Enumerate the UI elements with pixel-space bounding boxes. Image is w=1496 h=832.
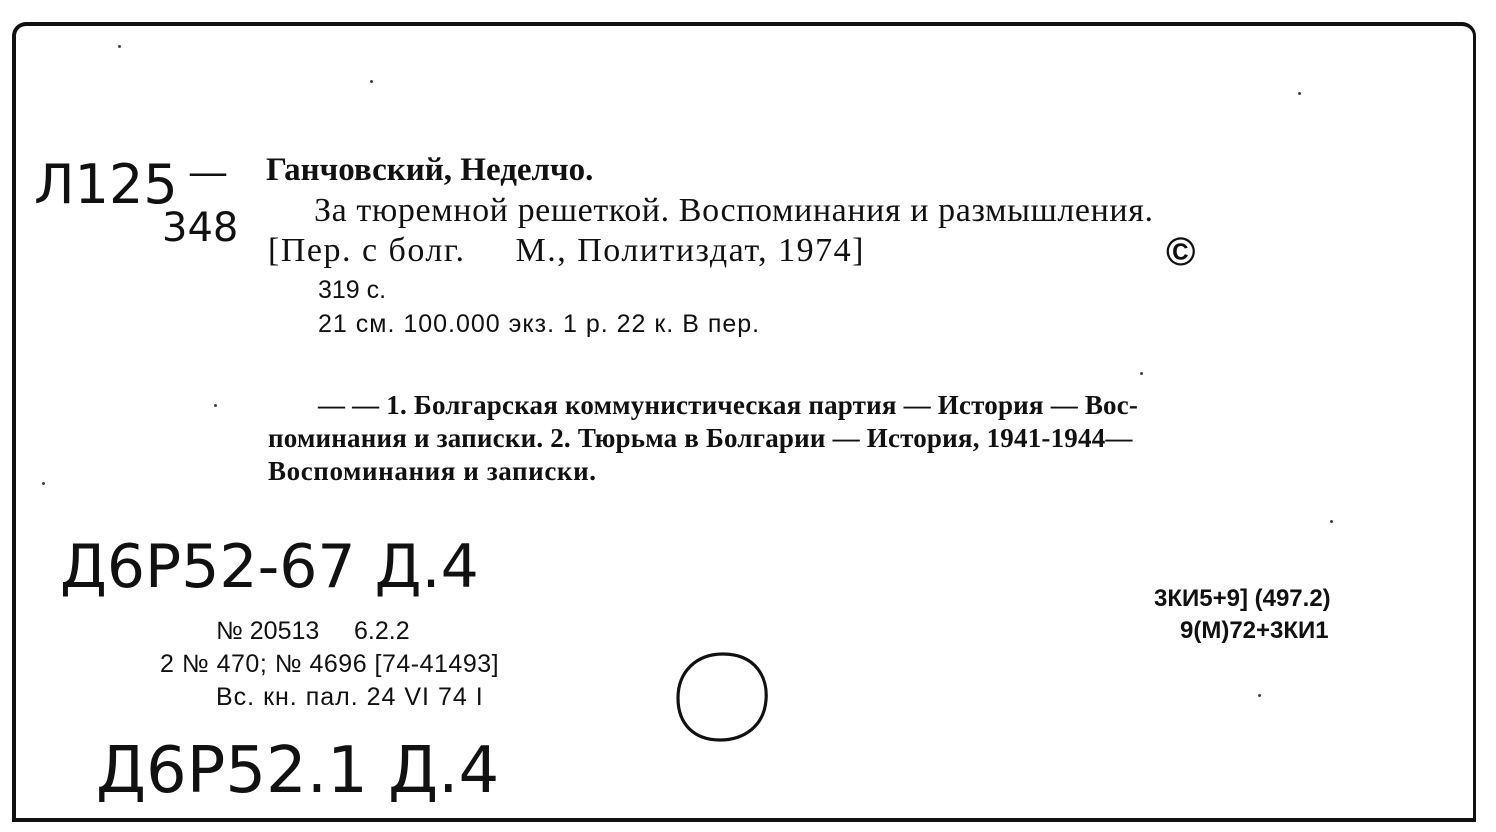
shelf-mark-sub: 348 (162, 205, 239, 251)
scan-speck (1298, 92, 1301, 95)
imprint: [Пер. с болг. М., Политиздат, 1974] (268, 232, 865, 269)
subjects-line-3: Воспоминания и записки. (268, 456, 597, 486)
scan-speck (1330, 520, 1333, 523)
handwritten-code-1-text: Д6Р52-67 Д.4 (60, 532, 479, 602)
classification-line-1: 3КИ5+9] (497.2) (1154, 585, 1331, 612)
scan-speck (370, 80, 373, 83)
scan-speck (118, 45, 121, 48)
copyright-icon: © (1166, 230, 1196, 274)
pagination: 319 с. (318, 276, 387, 304)
entry-dash: — (190, 151, 226, 191)
registry-line-2: 2 № 470; № 4696 [74-41493] (160, 650, 500, 678)
author-heading: Ганчовский, Неделчо. (266, 152, 594, 188)
scan-speck (1140, 372, 1143, 375)
registry-line-1: № 20513 6.2.2 (216, 617, 410, 645)
shelf-mark-top: Л125 (34, 153, 178, 216)
physical-description: 21 см. 100.000 экз. 1 р. 22 к. В пер. (318, 310, 761, 338)
subjects-line-2: поминания и записки. 2. Тюрьма в Болгарии — История, 1941-1944— (268, 423, 1133, 453)
registry-line-3: Вс. кн. пал. 24 VI 74 I (216, 683, 484, 711)
subjects-line-1: — — 1. Болгарская коммунистическая партия — История — Вос- (318, 390, 1139, 420)
scan-speck (214, 404, 217, 407)
book-title: За тюремной решеткой. Воспоминания и размышления. (314, 192, 1154, 229)
handwritten-code-2-text: Д6Р52.1 Д.4 (96, 734, 500, 808)
scan-speck (1258, 694, 1261, 697)
scan-speck (42, 482, 45, 485)
classification-line-2: 9(М)72+3КИ1 (1180, 617, 1329, 644)
